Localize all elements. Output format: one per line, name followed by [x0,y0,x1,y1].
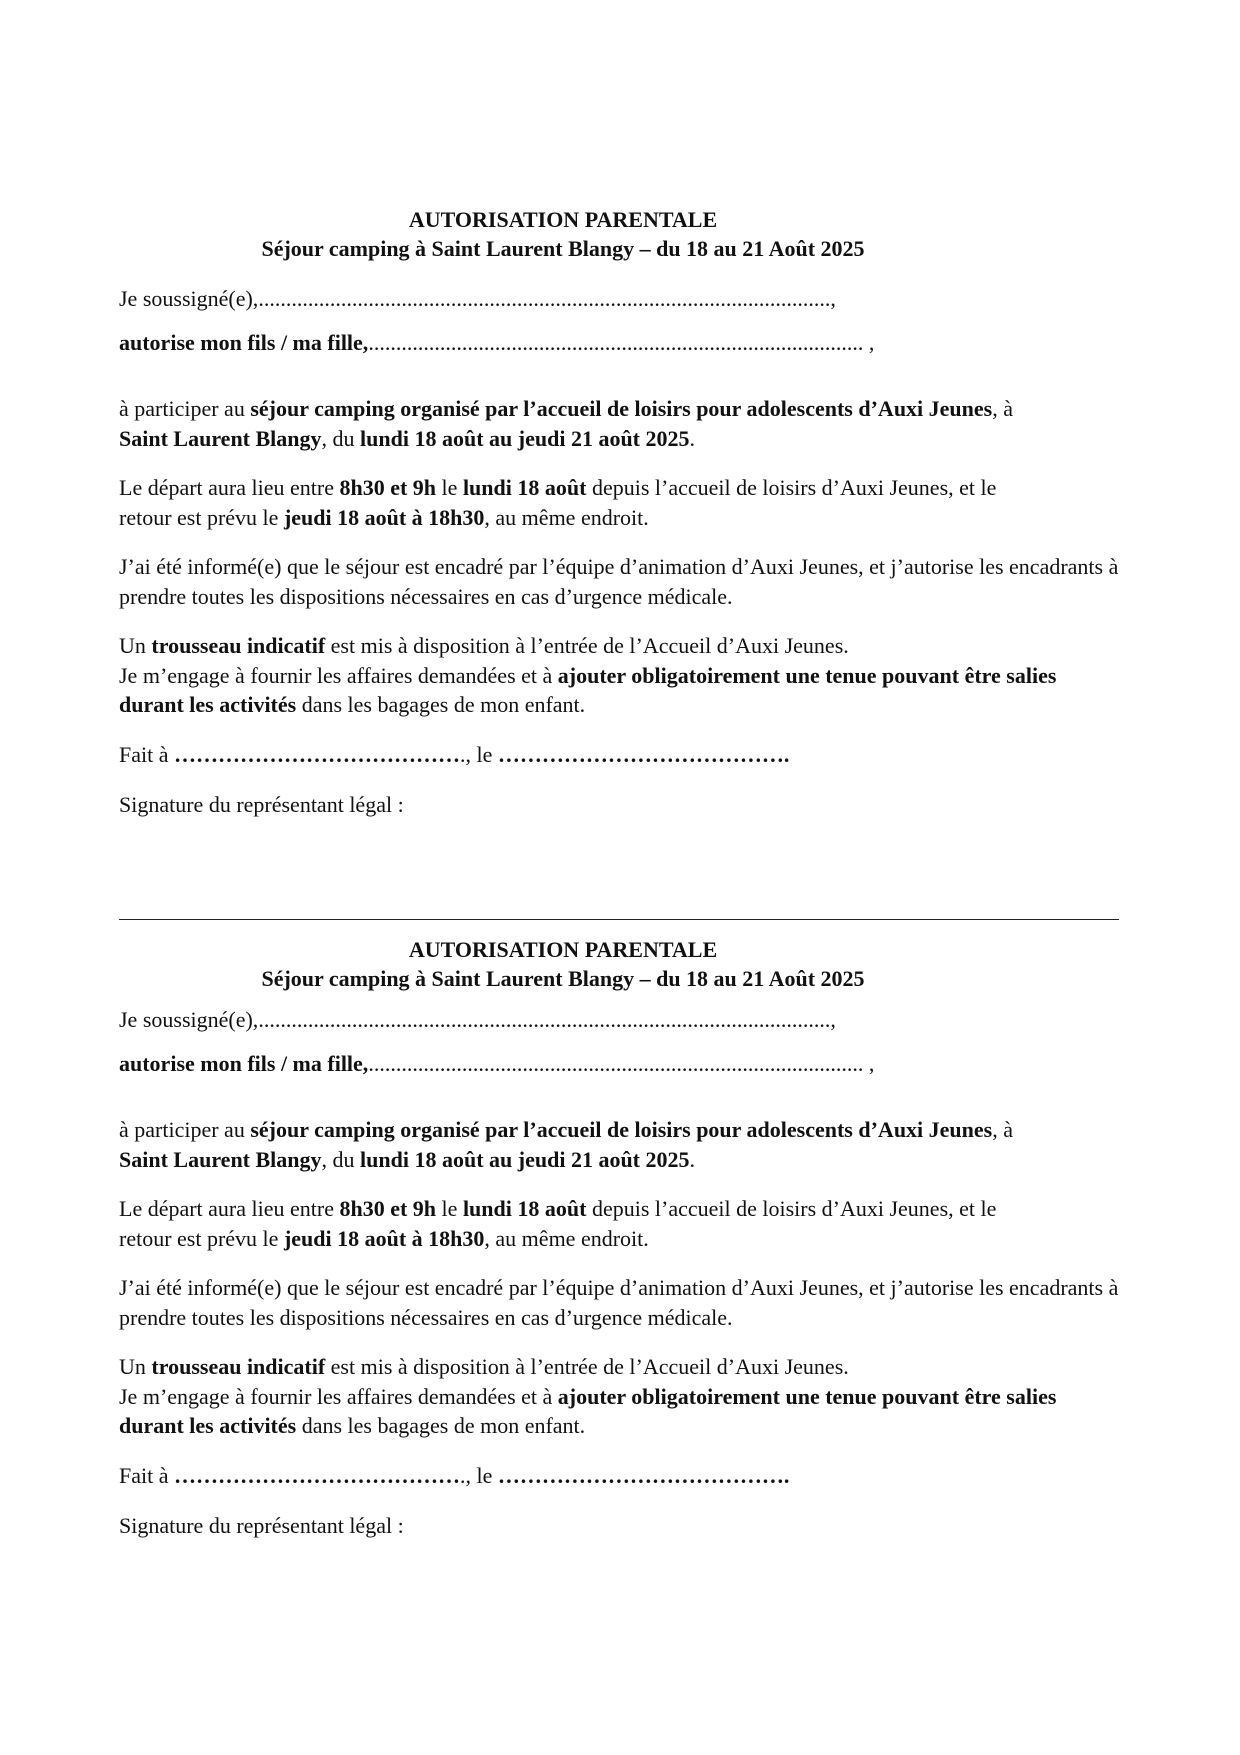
date-field[interactable]: …………………………………. [497,1462,790,1488]
place-date-line: Fait à …………………………………., le …………………………………. [119,741,790,767]
signature-label: Signature du représentant légal : [119,1512,404,1538]
participation-paragraph: à participer au séjour camping organisé par l’accueil de loisirs pour adolescents d’Auxi Jeunes, à Saint Laurent Blangy, du lundi 18 août au jeudi 21 août 2025. [119,396,1013,451]
date-field[interactable]: …………………………………. [497,741,790,767]
authorization-form-2 [119,935,1119,1541]
participation-paragraph: à participer au séjour camping organisé par l’accueil de loisirs pour adolescents d’Auxi Jeunes, à Saint Laurent Blangy, du lundi 18 août au jeudi 21 août 2025. [119,1117,1013,1172]
form-subtitle: Séjour camping à Saint Laurent Blangy – du 18 au 21 Août 2025 [261,236,865,261]
place-date-line: Fait à …………………………………., le …………………………………. [119,1462,790,1488]
place-field[interactable]: ………………………………… [174,1462,460,1488]
undersigned-name-field[interactable]: ........................................................................................................, [258,286,836,311]
child-name-field[interactable]: .......................................................................................... , [368,1051,875,1076]
departure-paragraph: Le départ aura lieu entre 8h30 et 9h le lundi 18 août depuis l’accueil de loisirs d’Auxi Jeunes, et le retour est prévu le jeudi 18 août à 18h30, au même endroit. [119,1196,997,1251]
undersigned-name-field[interactable]: ........................................................................................................, [258,1007,836,1032]
authorization-form-1 [119,205,1119,820]
form-subtitle: Séjour camping à Saint Laurent Blangy – du 18 au 21 Août 2025 [261,966,865,991]
authorize-line [119,328,1119,358]
supervision-paragraph: J’ai été informé(e) que le séjour est encadré par l’équipe d’animation d’Auxi Jeunes, et j’autorise les encadrants à prendre toutes les dispositions nécessaires en cas d’urgence médicale. [119,1275,1119,1330]
commitment-paragraph: Je m’engage à fournir les affaires demandées et à ajouter obligatoirement une tenue pouvant être salies durant les activités dans les bagages de mon enfant. [119,662,1057,717]
cut-line-divider [119,919,1119,920]
signature-label: Signature du représentant légal : [119,791,404,817]
trousseau-paragraph: Un trousseau indicatif est mis à disposition à l’entrée de l’Accueil d’Auxi Jeunes. [119,633,849,658]
authorize-label: autorise mon fils / ma fille, [119,330,369,355]
undersigned-label: Je soussigné(e), [119,1007,259,1032]
supervision-paragraph: J’ai été informé(e) que le séjour est encadré par l’équipe d’animation d’Auxi Jeunes, et j’autorise les encadrants à prendre toutes les dispositions nécessaires en cas d’urgence médicale. [119,554,1119,609]
trousseau-paragraph: Un trousseau indicatif est mis à disposition à l’entrée de l’Accueil d’Auxi Jeunes. [119,1354,849,1379]
child-name-field[interactable]: .......................................................................................... , [368,330,875,355]
form-title: AUTORISATION PARENTALE [408,937,718,962]
commitment-paragraph: Je m’engage à fournir les affaires demandées et à ajouter obligatoirement une tenue pouvant être salies durant les activités dans les bagages de mon enfant. [119,1383,1057,1438]
undersigned-line [119,284,1119,314]
place-field[interactable]: ………………………………… [174,741,460,767]
undersigned-label: Je soussigné(e), [119,286,259,311]
authorize-label: autorise mon fils / ma fille, [119,1051,369,1076]
form-title: AUTORISATION PARENTALE [408,207,718,232]
departure-paragraph: Le départ aura lieu entre 8h30 et 9h le lundi 18 août depuis l’accueil de loisirs d’Auxi Jeunes, et le retour est prévu le jeudi 18 août à 18h30, au même endroit. [119,475,997,530]
authorize-line [119,1049,1119,1079]
undersigned-line [119,1005,1119,1035]
